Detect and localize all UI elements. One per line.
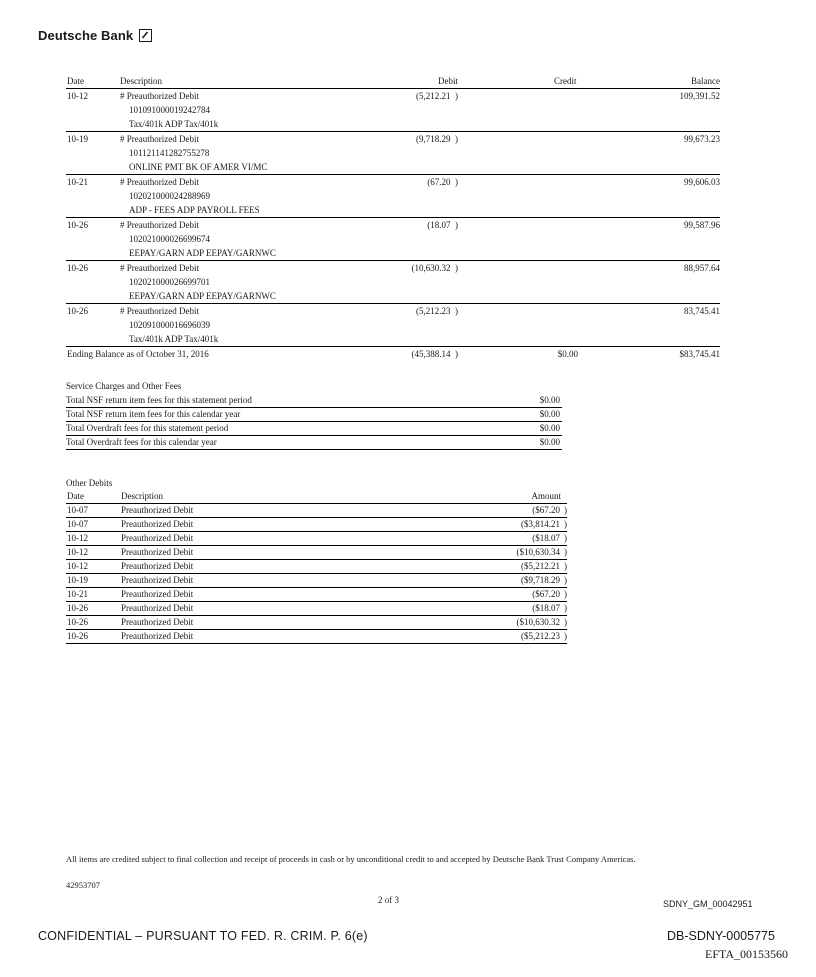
transaction-debit: (10,630.32 ): [411, 263, 458, 273]
transaction-balance: 99,587.96: [684, 220, 720, 230]
col-description-header: Description: [120, 76, 162, 86]
fee-label: Total Overdraft fees for this calendar year: [66, 437, 217, 447]
fee-label: Total Overdraft fees for this statement period: [66, 423, 229, 433]
transaction-debit: (5,212.21 ): [416, 91, 458, 101]
confidential-notice: CONFIDENTIAL – PURSUANT TO FED. R. CRIM. P. 6(e): [38, 929, 368, 943]
other-debit-amount: ($3,814.21: [521, 519, 560, 529]
fee-amount: $0.00: [539, 437, 560, 447]
transaction-row: [66, 304, 720, 318]
transaction-reference: 102091000016696039: [129, 320, 210, 330]
transaction-ref-line: [66, 103, 720, 117]
transaction-date: 10-19: [67, 134, 88, 144]
other-debit-amount: ($9,718.29: [521, 575, 560, 585]
disclaimer-text: All items are credited subject to final collection and receipt of proceeds in cash or by unconditional credit to and accepted by Deutsche Bank Trust Company Americas.: [66, 854, 636, 864]
fees-title: Service Charges and Other Fees: [66, 381, 182, 391]
ending-balance-label: Ending Balance as of October 31, 2016: [67, 349, 209, 359]
transaction-debit: (5,212.23 ): [416, 306, 458, 316]
transaction-date: 10-26: [67, 220, 88, 230]
other-debit-paren: ): [564, 547, 567, 557]
col-debit-header: Debit: [438, 76, 458, 86]
col-credit-header: Credit: [554, 76, 577, 86]
transaction-date: 10-26: [67, 306, 88, 316]
other-debit-row: [66, 588, 567, 602]
transaction-memo: Tax/401k ADP Tax/401k: [129, 334, 219, 344]
transaction-balance: 88,957.64: [684, 263, 720, 273]
transaction-debit: (18.07 ): [427, 220, 458, 230]
transactions-table: [66, 74, 720, 361]
transaction-memo: ONLINE PMT BK OF AMER VI/MC: [129, 162, 268, 172]
transaction-reference: 101091000019242784: [129, 105, 210, 115]
transaction-group: [66, 89, 720, 132]
transaction-ref-line: [66, 189, 720, 203]
other-debit-row: [66, 602, 567, 616]
other-debit-description: Preauthorized Debit: [121, 575, 194, 585]
transaction-description: # Preauthorized Debit: [120, 220, 199, 230]
other-debit-description: Preauthorized Debit: [121, 617, 194, 627]
transaction-row: [66, 89, 720, 103]
other-col-date-header: Date: [67, 491, 84, 501]
other-debit-date: 10-12: [67, 533, 88, 543]
transaction-balance: 99,673.23: [684, 134, 720, 144]
other-debit-row: [66, 532, 567, 546]
other-debit-description: Preauthorized Debit: [121, 561, 194, 571]
other-debit-date: 10-26: [67, 603, 88, 613]
transaction-reference: 101121141282755278: [129, 148, 210, 158]
other-debit-description: Preauthorized Debit: [121, 603, 194, 613]
ending-debit-total: (45,388.14 ): [411, 349, 458, 359]
transaction-reference: 102021000026699701: [129, 277, 210, 287]
efta-number: EFTA_00153560: [705, 947, 789, 961]
other-debit-paren: ): [564, 575, 567, 585]
transaction-memo-line: [66, 289, 720, 303]
deutsche-bank-slash-square-icon: [139, 29, 152, 42]
other-debit-description: Preauthorized Debit: [121, 505, 194, 515]
transaction-memo: EEPAY/GARN ADP EEPAY/GARNWC: [129, 291, 276, 301]
other-debit-description: Preauthorized Debit: [121, 589, 194, 599]
transaction-group: [66, 261, 720, 304]
transaction-group: [66, 304, 720, 347]
transaction-row: [66, 132, 720, 146]
bates-number: DB-SDNY-0005775: [667, 929, 775, 943]
fee-row: [66, 394, 562, 408]
fee-row: [66, 422, 562, 436]
other-debit-row: [66, 560, 567, 574]
other-debit-amount: ($10,630.34: [516, 547, 560, 557]
other-debits-header: [66, 490, 567, 504]
other-debit-row: [66, 616, 567, 630]
fee-amount: $0.00: [539, 423, 560, 433]
other-debit-amount: ($5,212.23: [521, 631, 560, 641]
transaction-ref-line: [66, 232, 720, 246]
transaction-memo-line: [66, 117, 720, 131]
other-debit-paren: ): [564, 519, 567, 529]
other-debit-description: Preauthorized Debit: [121, 519, 194, 529]
transaction-memo: ADP - FEES ADP PAYROLL FEES: [129, 205, 260, 215]
document-id: SDNY_GM_00042951: [663, 899, 753, 909]
transaction-reference: 102021000026699674: [129, 234, 210, 244]
transaction-date: 10-21: [67, 177, 88, 187]
other-debit-date: 10-12: [67, 561, 88, 571]
other-debit-date: 10-26: [67, 631, 88, 641]
transaction-date: 10-26: [67, 263, 88, 273]
transaction-memo: Tax/401k ADP Tax/401k: [129, 119, 219, 129]
other-debit-paren: ): [564, 617, 567, 627]
other-debit-date: 10-19: [67, 575, 88, 585]
bank-logo: [38, 28, 152, 43]
transactions-rows: [66, 89, 720, 347]
transaction-ref-line: [66, 275, 720, 289]
fee-row: [66, 408, 562, 422]
transaction-group: [66, 175, 720, 218]
other-debit-amount: ($18.07: [532, 603, 560, 613]
other-debit-paren: ): [564, 505, 567, 515]
transaction-group: [66, 132, 720, 175]
other-debit-description: Preauthorized Debit: [121, 547, 194, 557]
other-debit-date: 10-07: [67, 505, 88, 515]
transactions-header: [66, 74, 720, 89]
transaction-row: [66, 218, 720, 232]
transaction-memo-line: [66, 332, 720, 346]
other-col-amount-header: Amount: [531, 491, 561, 501]
col-date-header: Date: [67, 76, 84, 86]
other-debit-paren: ): [564, 631, 567, 641]
fees-rows: [66, 394, 562, 450]
transaction-debit: (67.20 ): [427, 177, 458, 187]
other-debit-row: [66, 518, 567, 532]
transaction-balance: 83,745.41: [684, 306, 720, 316]
transaction-row: [66, 175, 720, 189]
other-debits-section: [66, 477, 567, 644]
other-debit-paren: ): [564, 533, 567, 543]
page-number: 2 of 3: [378, 895, 399, 905]
transaction-memo-line: [66, 160, 720, 174]
account-code: 42953707: [66, 880, 100, 890]
other-debit-date: 10-26: [67, 617, 88, 627]
other-debit-amount: ($10,630.32: [516, 617, 560, 627]
transaction-description: # Preauthorized Debit: [120, 306, 199, 316]
other-debit-date: 10-12: [67, 547, 88, 557]
other-debit-date: 10-21: [67, 589, 88, 599]
fee-label: Total NSF return item fees for this statement period: [66, 395, 252, 405]
transaction-balance: 99,606.03: [684, 177, 720, 187]
other-debit-date: 10-07: [67, 519, 88, 529]
other-debit-row: [66, 574, 567, 588]
fee-amount: $0.00: [539, 395, 560, 405]
other-col-description-header: Description: [121, 491, 163, 501]
transaction-memo-line: [66, 246, 720, 260]
other-debit-row: [66, 504, 567, 518]
transaction-reference: 102021000024288969: [129, 191, 210, 201]
bank-name: Deutsche Bank: [38, 28, 134, 43]
other-debit-amount: ($67.20: [532, 505, 560, 515]
transaction-group: [66, 218, 720, 261]
transaction-row: [66, 261, 720, 275]
other-debit-amount: ($5,212.21: [521, 561, 560, 571]
other-debits-title: Other Debits: [66, 478, 113, 488]
transaction-ref-line: [66, 318, 720, 332]
ending-balance-row: [66, 347, 720, 361]
other-debit-amount: ($18.07: [532, 533, 560, 543]
transaction-memo-line: [66, 203, 720, 217]
other-debit-description: Preauthorized Debit: [121, 533, 194, 543]
transaction-ref-line: [66, 146, 720, 160]
transaction-balance: 109,391.52: [679, 91, 720, 101]
transaction-description: # Preauthorized Debit: [120, 91, 199, 101]
col-balance-header: Balance: [691, 76, 720, 86]
other-debit-description: Preauthorized Debit: [121, 631, 194, 641]
fee-row: [66, 436, 562, 450]
other-debit-row: [66, 630, 567, 644]
transaction-debit: (9,718.29 ): [416, 134, 458, 144]
other-debit-paren: ): [564, 603, 567, 613]
ending-credit-total: $0.00: [557, 349, 578, 359]
transaction-description: # Preauthorized Debit: [120, 263, 199, 273]
service-charges-section: [66, 380, 562, 450]
other-debits-rows: [66, 504, 567, 644]
transaction-date: 10-12: [67, 91, 88, 101]
transaction-description: # Preauthorized Debit: [120, 177, 199, 187]
transaction-description: # Preauthorized Debit: [120, 134, 199, 144]
other-debit-paren: ): [564, 561, 567, 571]
other-debit-amount: ($67.20: [532, 589, 560, 599]
transaction-memo: EEPAY/GARN ADP EEPAY/GARNWC: [129, 248, 276, 258]
other-debit-row: [66, 546, 567, 560]
fee-amount: $0.00: [539, 409, 560, 419]
ending-balance-value: $83,745.41: [679, 349, 720, 359]
fee-label: Total NSF return item fees for this calendar year: [66, 409, 241, 419]
other-debit-paren: ): [564, 589, 567, 599]
